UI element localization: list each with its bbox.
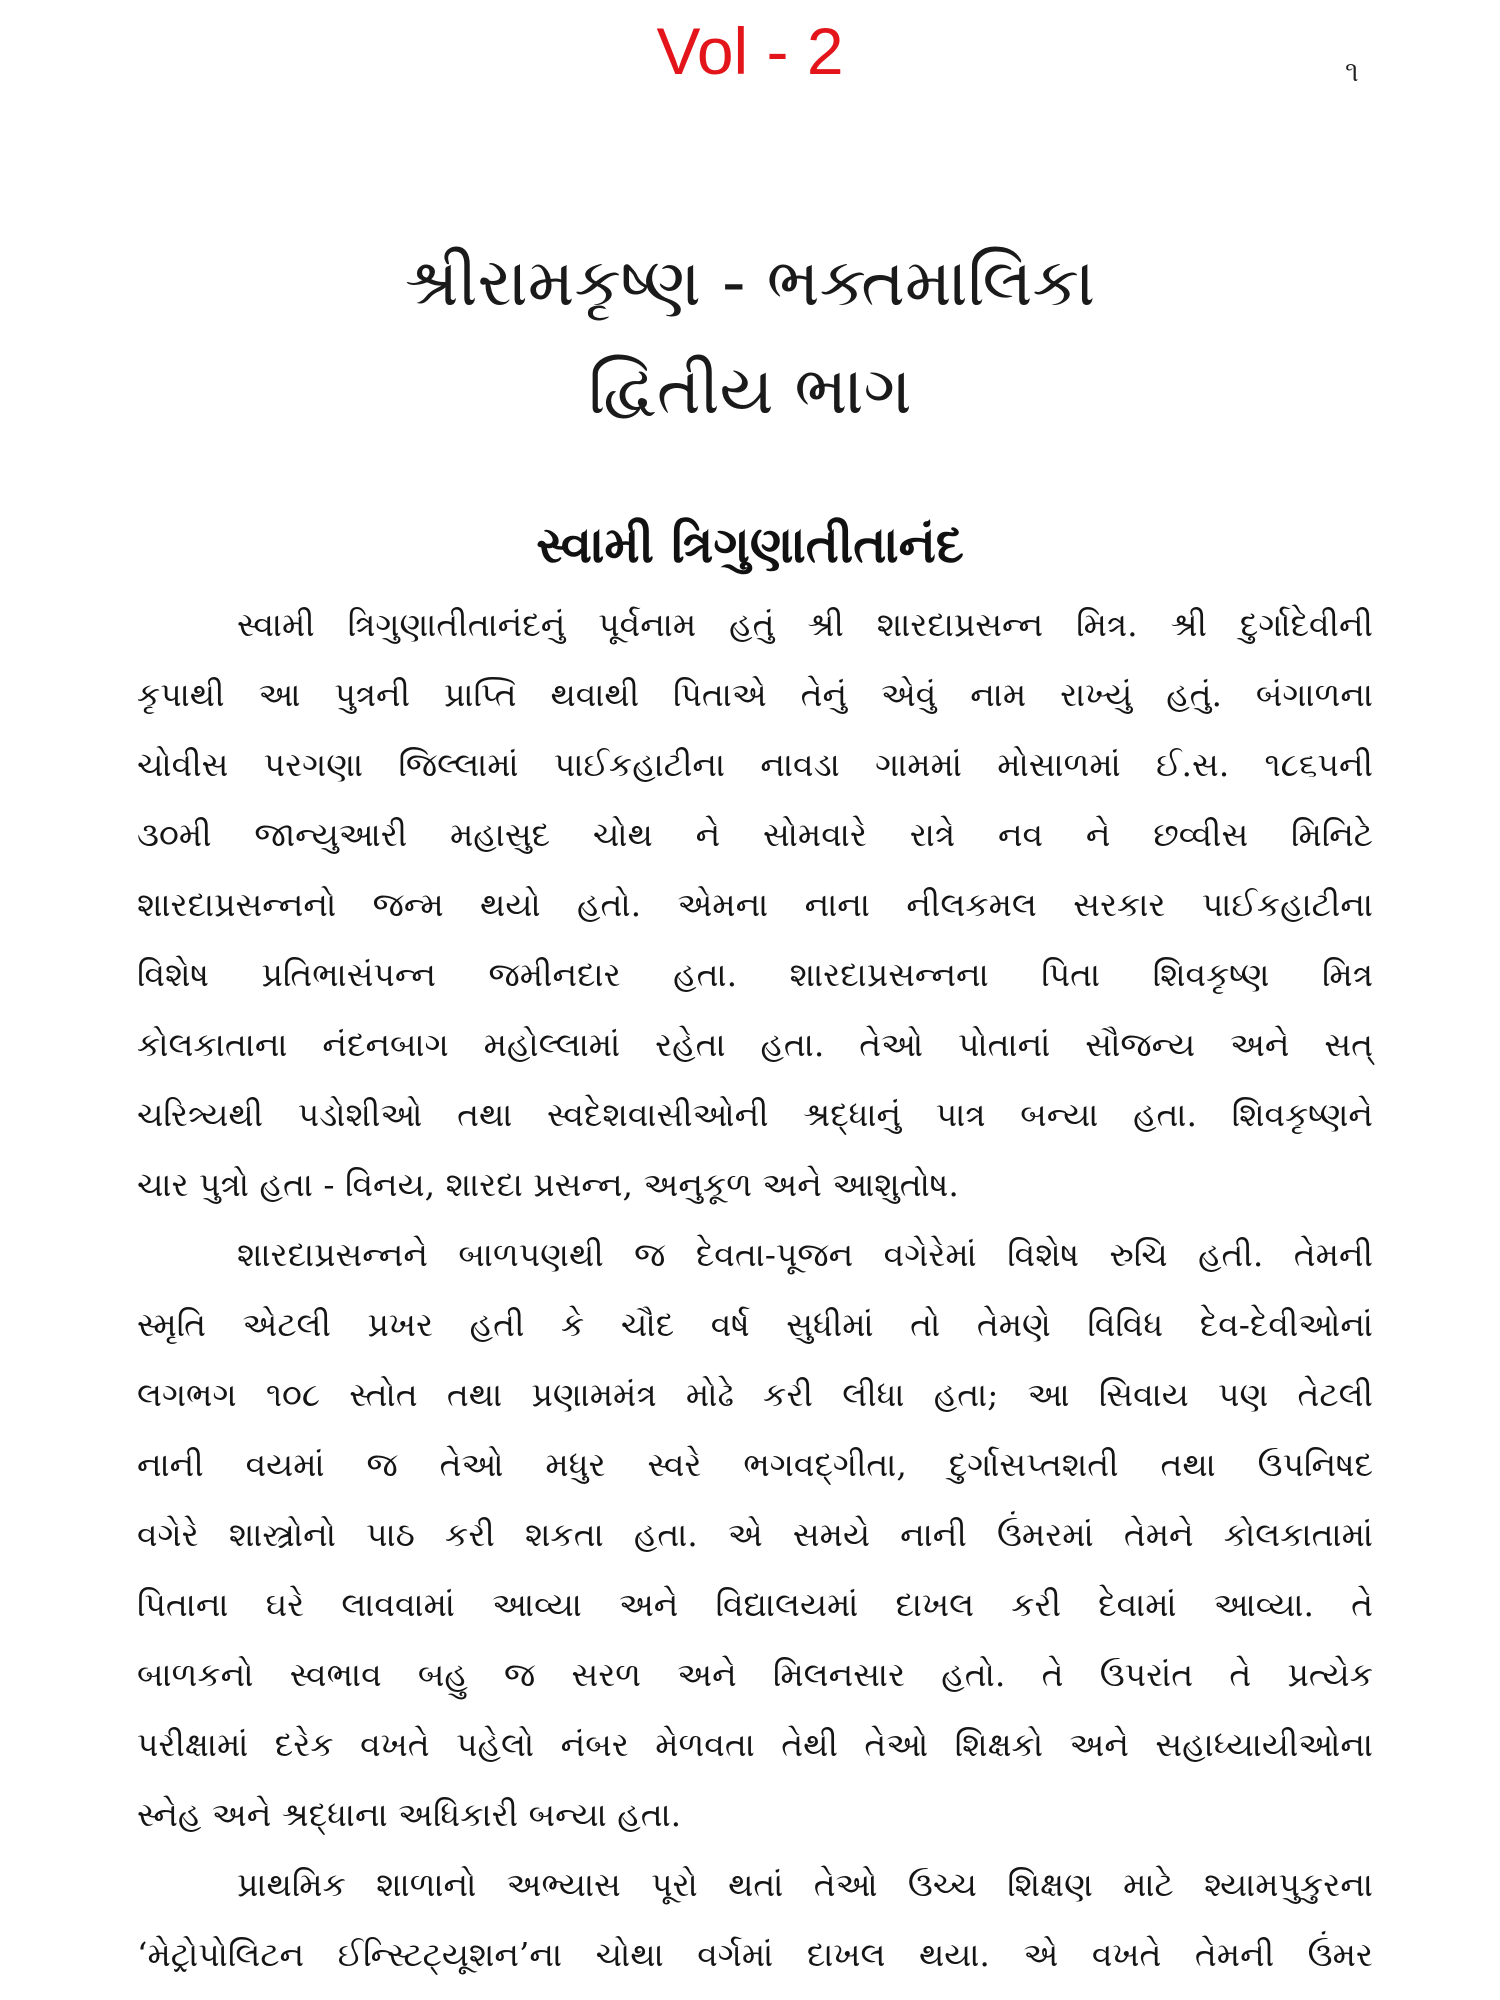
body-line: ચોવીસ પરગણા જિલ્લામાં પાઈકહાટીના નાવડા ગામમાં મોસાળમાં ઈ.સ. ૧૮૬૫ની bbox=[137, 745, 1373, 784]
book-subtitle: દ્વિતીય ભાગ bbox=[588, 352, 912, 429]
body-line: ચરિત્ર્યથી પડોશીઓ તથા સ્વદેશવાસીઓની શ્રદ્ધાનું પાત્ર બન્યા હતા. શિવકૃષ્ણને bbox=[137, 1095, 1373, 1134]
body-line: ૩૦મી જાન્યુઆરી મહાસુદ ચોથ ને સોમવારે રાત્રે નવ ને છવ્વીસ મિનિટે bbox=[137, 815, 1373, 854]
body-line: વિશેષ પ્રતિભાસંપન્ન જમીનદાર હતા. શારદાપ્રસન્નના પિતા શિવકૃષ્ણ મિત્ર bbox=[137, 955, 1373, 994]
body-line: કૃપાથી આ પુત્રની પ્રાપ્તિ થવાથી પિતાએ તેનું એવું નામ રાખ્યું હતું. બંગાળના bbox=[137, 675, 1373, 714]
body-line: શારદાપ્રસન્નનો જન્મ થયો હતો. એમના નાના નીલકમલ સરકાર પાઈકહાટીના bbox=[137, 885, 1373, 924]
volume-label: Vol - 2 bbox=[656, 14, 844, 88]
body-line: પિતાના ઘરે લાવવામાં આવ્યા અને વિદ્યાલયમાં દાખલ કરી દેવામાં આવ્યા. તે bbox=[137, 1585, 1373, 1624]
body-line: પરીક્ષામાં દરેક વખતે પહેલો નંબર મેળવતા તેથી તેઓ શિક્ષકો અને સહાધ્યાયીઓના bbox=[137, 1725, 1373, 1764]
book-title: શ્રીરામકૃષ્ણ - ભક્તમાલિકા bbox=[404, 244, 1096, 321]
body-line: કોલકાતાના નંદનબાગ મહોલ્લામાં રહેતા હતા. તેઓ પોતાનાં સૌજન્ય અને સત્ bbox=[137, 1025, 1373, 1064]
body-line: શારદાપ્રસન્નને બાળપણથી જ દેવતા-પૂજન વગેરેમાં વિશેષ રુચિ હતી. તેમની bbox=[237, 1235, 1373, 1274]
body-line: સ્મૃતિ એટલી પ્રખર હતી કે ચૌદ વર્ષ સુધીમાં તો તેમણે વિવિધ દેવ-દેવીઓનાં bbox=[137, 1305, 1373, 1344]
body-line: સ્વામી ત્રિગુણાતીતાનંદનું પૂર્વનામ હતું શ્રી શારદાપ્રસન્ન મિત્ર. શ્રી દુર્ગાદેવીની bbox=[237, 605, 1373, 644]
body-line: નાની વયમાં જ તેઓ મધુર સ્વરે ભગવદ્ગીતા, દુર્ગાસપ્તશતી તથા ઉપનિષદ bbox=[137, 1445, 1373, 1484]
chapter-heading: સ્વામી ત્રિગુણાતીતાનંદ bbox=[536, 516, 964, 574]
body-line: બાળકનો સ્વભાવ બહુ જ સરળ અને મિલનસાર હતો. તે ઉપરાંત તે પ્રત્યેક bbox=[137, 1655, 1373, 1694]
body-line: ‘મેટ્રોપોલિટન ઈન્સ્ટિટ્યૂશન’ના ચોથા વર્ગમાં દાખલ થયા. એ વખતે તેમની ઉંમર bbox=[137, 1935, 1373, 1974]
body-line: પ્રાથમિક શાળાનો અભ્યાસ પૂરો થતાં તેઓ ઉચ્ચ શિક્ષણ માટે શ્યામપુકુરના bbox=[237, 1865, 1373, 1904]
body-text bbox=[137, 590, 1373, 1990]
body-line: લગભગ ૧૦૮ સ્તોત તથા પ્રણામમંત્ર મોઢે કરી લીધા હતા; આ સિવાય પણ તેટલી bbox=[137, 1375, 1373, 1414]
body-line: સ્નેહ અને શ્રદ્ધાના અધિકારી બન્યા હતા. bbox=[137, 1795, 682, 1834]
page-number: ૧ bbox=[1345, 55, 1359, 88]
body-line: ચાર પુત્રો હતા - વિનય, શારદા પ્રસન્ન, અનુકૂળ અને આશુતોષ. bbox=[137, 1165, 959, 1204]
body-line: વગેરે શાસ્ત્રોનો પાઠ કરી શકતા હતા. એ સમયે નાની ઉંમરમાં તેમને કોલકાતામાં bbox=[137, 1515, 1373, 1554]
